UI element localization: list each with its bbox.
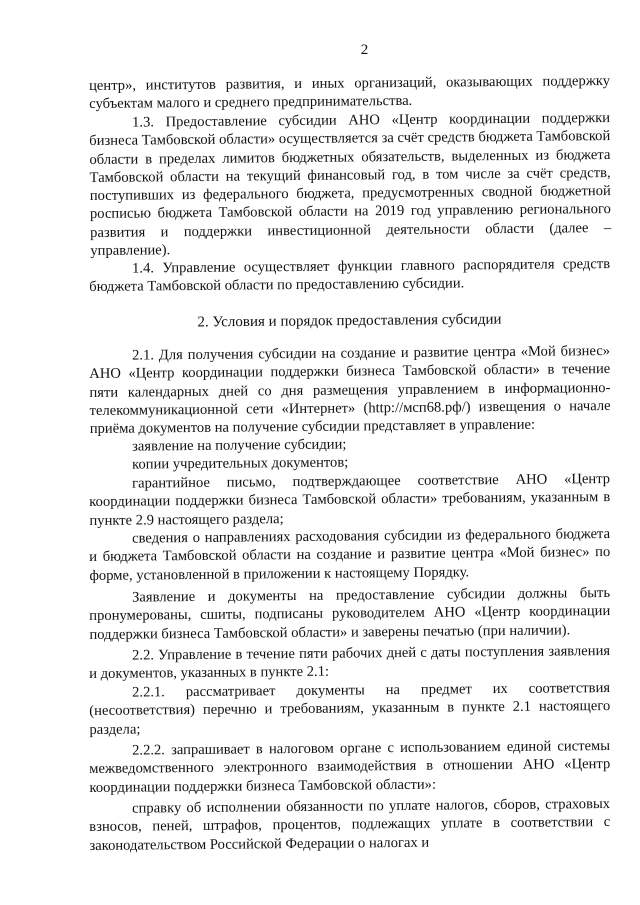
list-item-application: заявление на получение субсидии; (132, 436, 347, 455)
paragraph-2-2-1: 2.2.1. рассматривает документы на предмет их соответствия (несоответствия) перечню и требованиям, указанным в пункте 2.1 настоящего раздела; (89, 679, 611, 738)
paragraph-documents-requirements: Заявление и документы на предоставление субсидии должны быть пронумерованы, сшиты, подписаны руководителем АНО «Центр координации поддержки бизнеса Тамбовской области» и заверены печатью (при наличии). (89, 585, 611, 644)
paragraph-1-3: 1.3. Предоставление субсидии АНО «Центр координации поддержки бизнеса Тамбовской области» осуществляется за счёт средств бюджета Тамбовской области в пределах лимитов бюджетных обязательств, выделенных из бюджета Тамбовской области на текущий финансовый год, в том числе за счёт средств, поступивших из федерального бюджета, предусмотренных сводной бюджетной росписью бюджета Тамбовской области на 2019 год управлению регионального развития и поддержки инвестиционной деятельности области (далее – управление). (89, 109, 612, 259)
list-item-copies: копии учредительных документов; (132, 454, 349, 473)
paragraph-1-4: 1.4. Управление осуществляет функции главного распорядителя средств бюджета Тамбовской области по предоставлению субсидии. (89, 255, 611, 296)
paragraph-2-2: 2.2. Управление в течение пяти рабочих дней с даты поступления заявления и документов, указанных в пункте 2.1: (89, 643, 611, 683)
paragraph-2-1: 2.1. Для получения субсидии на создание и развитие центра «Мой бизнес» АНО «Центр координации поддержки бизнеса Тамбовской области» в течение пяти календарных дней со дня размещения управлением в информационно-телекоммуникационной сети «Интернет» (http://мсп68.рф/) извещения о начале приёма документов на получение субсидии представляет в управление: (89, 342, 611, 437)
section-heading: 2. Условия и порядок предоставления субсидии (197, 311, 502, 331)
paragraph-2-2-2: 2.2.2. запрашивает в налоговом органе с использованием единой системы межведомственного электронного взаимодействия в отношении АНО «Центр координации поддержки бизнеса Тамбовской области»: (89, 737, 611, 796)
page-number: 2 (360, 42, 369, 58)
list-item-expense-info: сведения о направлениях расходования субсидии из федерального бюджета и бюджета Тамбовской области на создание и развитие центра «Мой бизнес» по форме, установленной в приложении к настоящему Порядку. (89, 525, 611, 584)
list-item-guarantee-letter: гарантийное письмо, подтверждающее соответствие АНО «Центр координации поддержки бизнеса Тамбовской области» требованиям, указанным в пункте 2.9 настоящего раздела; (89, 470, 611, 529)
paragraph-tax-certificate: справку об исполнении обязанности по уплате налогов, сборов, страховых взносов, пеней, штрафов, процентов, подлежащих уплате в соответствии с законодательством Российской Федерации о налогах и (89, 795, 611, 854)
paragraph-continuation: центр», институтов развития, и иных организаций, оказывающих поддержку субъектам малого и среднего предпринимательства. (89, 72, 611, 113)
